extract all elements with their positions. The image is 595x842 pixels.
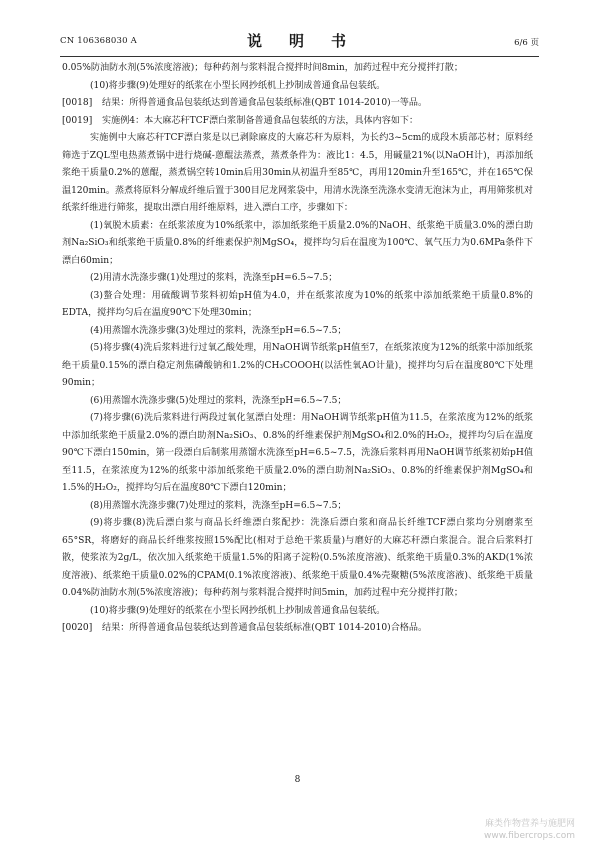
page-number: 8 — [294, 775, 301, 785]
paragraph-text: (3)螯合处理：用硫酸调节浆料初始pH值为4.0，并在纸浆浓度为10%的纸浆中添加纸浆绝干质量0.8%的EDTA，搅拌均匀后在温度90℃下处理30min； — [62, 290, 533, 318]
paragraph-text: (5)将步骤(4)洗后浆料进行过氧乙酸处理，用NaOH调节纸浆pH值至7，在纸浆浓度为12%的纸浆中添加纸浆绝干质量0.15%的漂白稳定剂焦磷酸钠和1.2%的CH₃COOOH(以活性氧AO计量)，搅拌均匀后在温度80℃下处理90min； — [62, 343, 533, 388]
patent-number: CN 106368030 A — [60, 36, 137, 46]
paragraph-text: (2)用清水洗涤步骤(1)处理过的浆料，洗涤至pH=6.5~7.5； — [90, 273, 338, 283]
paragraph — [62, 515, 533, 603]
paragraph-text: (8)用蒸馏水洗涤步骤(7)处理过的浆料，洗涤至pH=6.5~7.5； — [90, 500, 347, 511]
paragraph-number: [0019] — [62, 115, 93, 126]
paragraph — [62, 218, 533, 271]
page-header — [60, 30, 539, 57]
page-indicator: 6/6 页 — [514, 38, 539, 48]
paragraph — [62, 340, 533, 393]
paragraph — [62, 498, 533, 516]
paragraph-text: 实施例中大麻芯秆TCF漂白浆是以已剥除麻皮的大麻芯秆为原料，为长约3~5cm的成段木质部芯材；原料经筛选于ZQL型电热蒸煮锅中进行烧碱-蒽醌法蒸煮，蒸煮条件为：液比1：4.5，用碱量21%(以NaOH计)，再添加纸浆绝干质量0.2%的蒽醌，蒸煮锅空转10min后用30min从初温升至85℃，再用120min升至165℃，并在165℃保温120min。蒸煮将原料分解成纤维后置于300目尼龙网浆袋中，用清水洗涤至洗涤水变清无泡沫为止，再用筛浆机对纸浆纤维进行筛浆，提取出漂白用纤维原料，进入漂白工序，步骤如下： — [62, 133, 533, 213]
watermark-site-name: 麻类作物营养与施肥网 — [484, 819, 575, 829]
paragraph — [62, 323, 533, 341]
paragraph-text: 0.05%防油防水剂(5%浓度溶液)；每种药剂与浆料混合搅拌时间8min，加药过程中充分搅拌打散； — [62, 63, 463, 73]
paragraph-text: (1)氧脱木质素：在纸浆浓度为10%纸浆中，添加纸浆绝干质量2.0%的NaOH、纸浆绝干质量3.0%的漂白助剂Na₂SiO₃和纸浆绝干质量0.8%的纤维素保护剂MgSO₄，搅拌均匀后在温度为100℃、氧气压力为0.6MPa条件下漂白60min； — [62, 220, 533, 266]
paragraph-number: [0018] — [62, 98, 93, 108]
paragraph-text: 结果：所得普通食品包装纸达到普通食品包装纸标准(QBT 1014-2010)合格品。 — [102, 623, 428, 633]
paragraph-text: (10)将步骤(9)处理好的纸浆在小型长网抄纸机上抄制成普通食品包装纸。 — [90, 605, 386, 616]
paragraph-text: (10)将步骤(9)处理好的纸浆在小型长网抄纸机上抄制成普通食品包装纸。 — [90, 80, 386, 91]
document-body — [62, 60, 533, 638]
paragraph — [62, 270, 533, 288]
paragraph — [62, 95, 533, 113]
paragraph — [62, 113, 533, 131]
paragraph-text: (6)用蒸馏水洗涤步骤(5)处理过的浆料，洗涤至pH=6.5~7.5； — [90, 395, 347, 406]
paragraph — [62, 288, 533, 323]
watermark-url: www.fibercrops.com — [484, 831, 575, 841]
paragraph — [62, 410, 533, 498]
paragraph — [62, 620, 533, 638]
paragraph-text: (9)将步骤(8)洗后漂白浆与商品长纤维漂白浆配抄：洗涤后漂白浆和商品长纤维TCF漂白浆均分别磨浆至65°SR，将磨好的商品长纤维浆按照15%配比(相对于总绝干浆质量)与磨好的大麻芯秆漂白浆混合。混合后浆料打散，使浆浓为2g/L，依次加入纸浆绝干质量1.5%的阳离子淀粉(0.5%浓度溶液)、纸浆绝干质量0.3%的AKD(1%浓度溶液)、纸浆绝干质量0.02%的CPAM(0.1%浓度溶液)、纸浆绝干质量0.4%壳聚糖(5%浓度溶液)、纸浆绝干质量0.04%防油防水剂(5%浓度溶液)；每种药剂与浆料混合搅拌时间5min，加药过程中充分搅拌打散； — [62, 518, 533, 598]
paragraph — [62, 130, 533, 218]
paragraph — [62, 78, 533, 96]
paragraph-text: 实施例4：本大麻芯秆TCF漂白浆制备普通食品包装纸的方法，具体内容如下： — [102, 115, 419, 126]
paragraph — [62, 603, 533, 621]
paragraph — [62, 393, 533, 411]
watermark — [484, 818, 575, 842]
paragraph-text: 结果：所得普通食品包装纸达到普通食品包装纸标准(QBT 1014-2010)一等品。 — [102, 98, 428, 108]
paragraph-number: [0020] — [62, 623, 93, 633]
paragraph — [62, 60, 533, 78]
paragraph-text: (4)用蒸馏水洗涤步骤(3)处理过的浆料，洗涤至pH=6.5~7.5； — [90, 325, 347, 336]
paragraph-text: (7)将步骤(6)洗后浆料进行两段过氧化氢漂白处理：用NaOH调节纸浆pH值为11.5，在浆浓度为12%的纸浆中添加纸浆绝干质量2.0%的漂白助剂Na₂SiO₃、0.8%的纤维素保护剂MgSO₄和2.0%的H₂O₂，搅拌均匀后在温度90℃下漂白150min，第一段漂白后制浆用蒸馏水洗涤至pH=6.5~7.5，洗涤后浆料再用NaOH调节纸浆初始pH值至11.5，在浆浓度为12%的纸浆中添加纸浆绝干质量2.0%的漂白助剂Na₂SiO₃、0.8%的纤维素保护剂MgSO₄和1.5%的H₂O₂，搅拌均匀后在温度80℃下漂白120min； — [62, 413, 533, 493]
document-title: 说 明 书 — [246, 32, 352, 50]
